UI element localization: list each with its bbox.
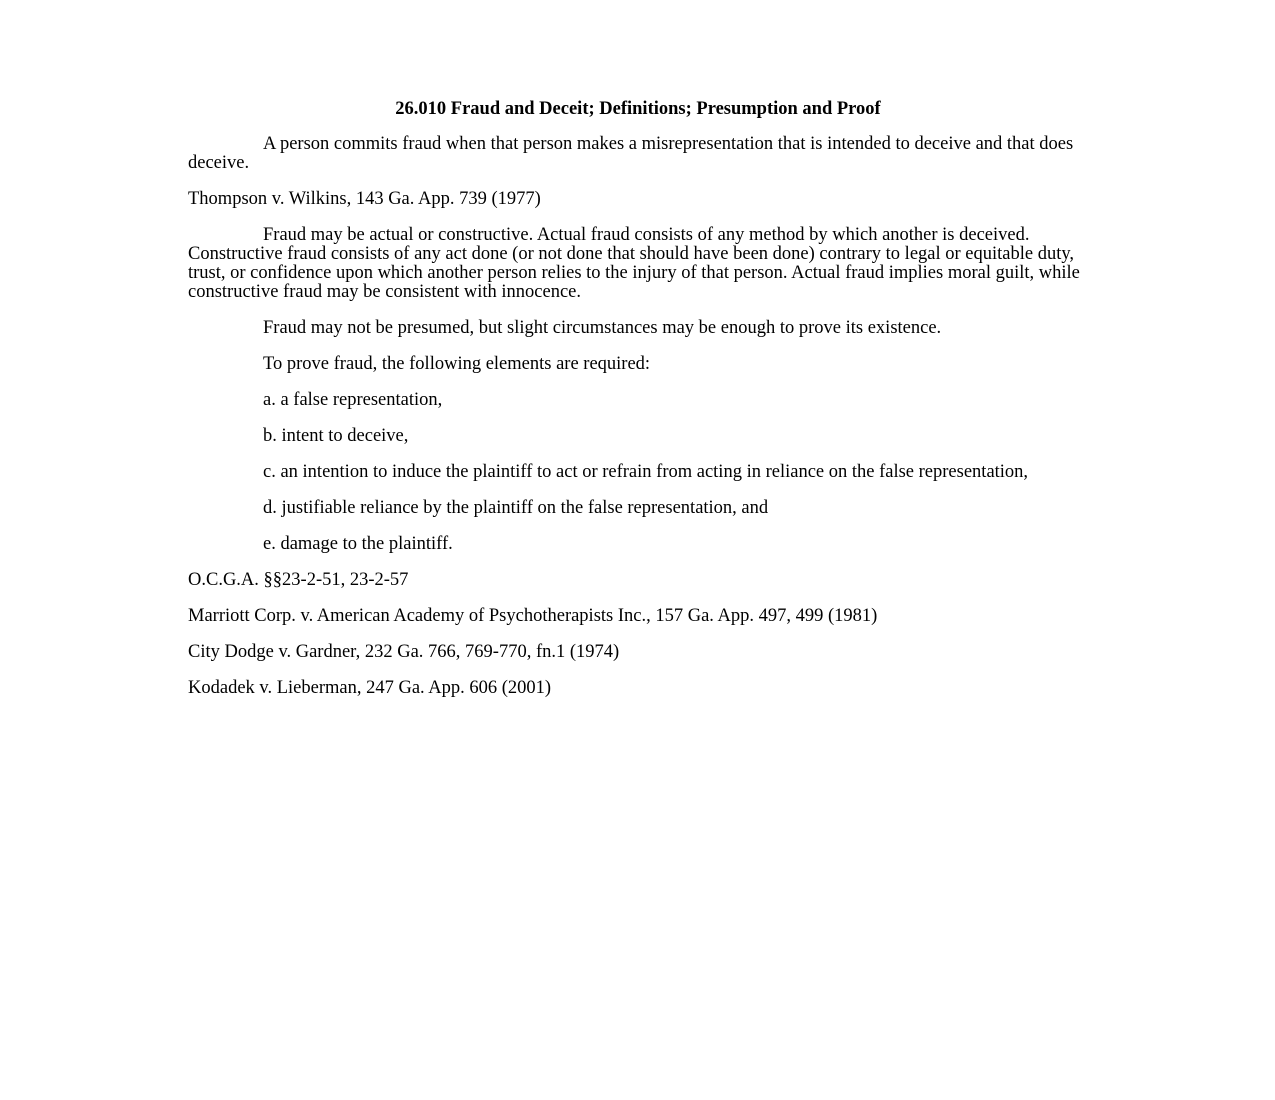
presumption-paragraph: Fraud may not be presumed, but slight circumstances may be enough to prove its existence. bbox=[263, 318, 942, 338]
list-item: c. an intention to induce the plaintiff to act or refrain from acting in reliance on the false representation, bbox=[263, 462, 1029, 482]
definition-paragraph: A person commits fraud when that person makes a misrepresentation that is intended to deceive and that does deceive. bbox=[188, 134, 1074, 173]
list-item: d. justifiable reliance by the plaintiff on the false representation, and bbox=[263, 498, 769, 518]
list-item: e. damage to the plaintiff. bbox=[263, 534, 453, 554]
document-page bbox=[188, 98, 1088, 715]
elements-list bbox=[188, 391, 1088, 554]
document-title: 26.010 Fraud and Deceit; Definitions; Presumption and Proof bbox=[395, 99, 881, 119]
citation-thompson: Thompson v. Wilkins, 143 Ga. App. 739 (1977) bbox=[188, 189, 541, 209]
list-item: a. a false representation, bbox=[263, 390, 443, 410]
citation-ocga: O.C.G.A. §§23-2-51, 23-2-57 bbox=[188, 570, 409, 590]
elements-intro: To prove fraud, the following elements are required: bbox=[263, 354, 651, 374]
list-item: b. intent to deceive, bbox=[263, 426, 409, 446]
actual-constructive-paragraph: Fraud may be actual or constructive. Actual fraud consists of any method by which another is deceived. Constructive fraud consists of any act done (or not done that should have been done) contrary to legal or equitable duty, trust, or confidence upon which another person relies to the injury of that person. Actual fraud implies moral guilt, while constructive fraud may be consistent with innocence. bbox=[188, 225, 1080, 302]
citation-marriott: Marriott Corp. v. American Academy of Psychotherapists Inc., 157 Ga. App. 497, 499 (1981) bbox=[188, 606, 878, 626]
citation-kodadek: Kodadek v. Lieberman, 247 Ga. App. 606 (2001) bbox=[188, 678, 552, 698]
citation-city-dodge: City Dodge v. Gardner, 232 Ga. 766, 769-770, fn.1 (1974) bbox=[188, 642, 620, 662]
